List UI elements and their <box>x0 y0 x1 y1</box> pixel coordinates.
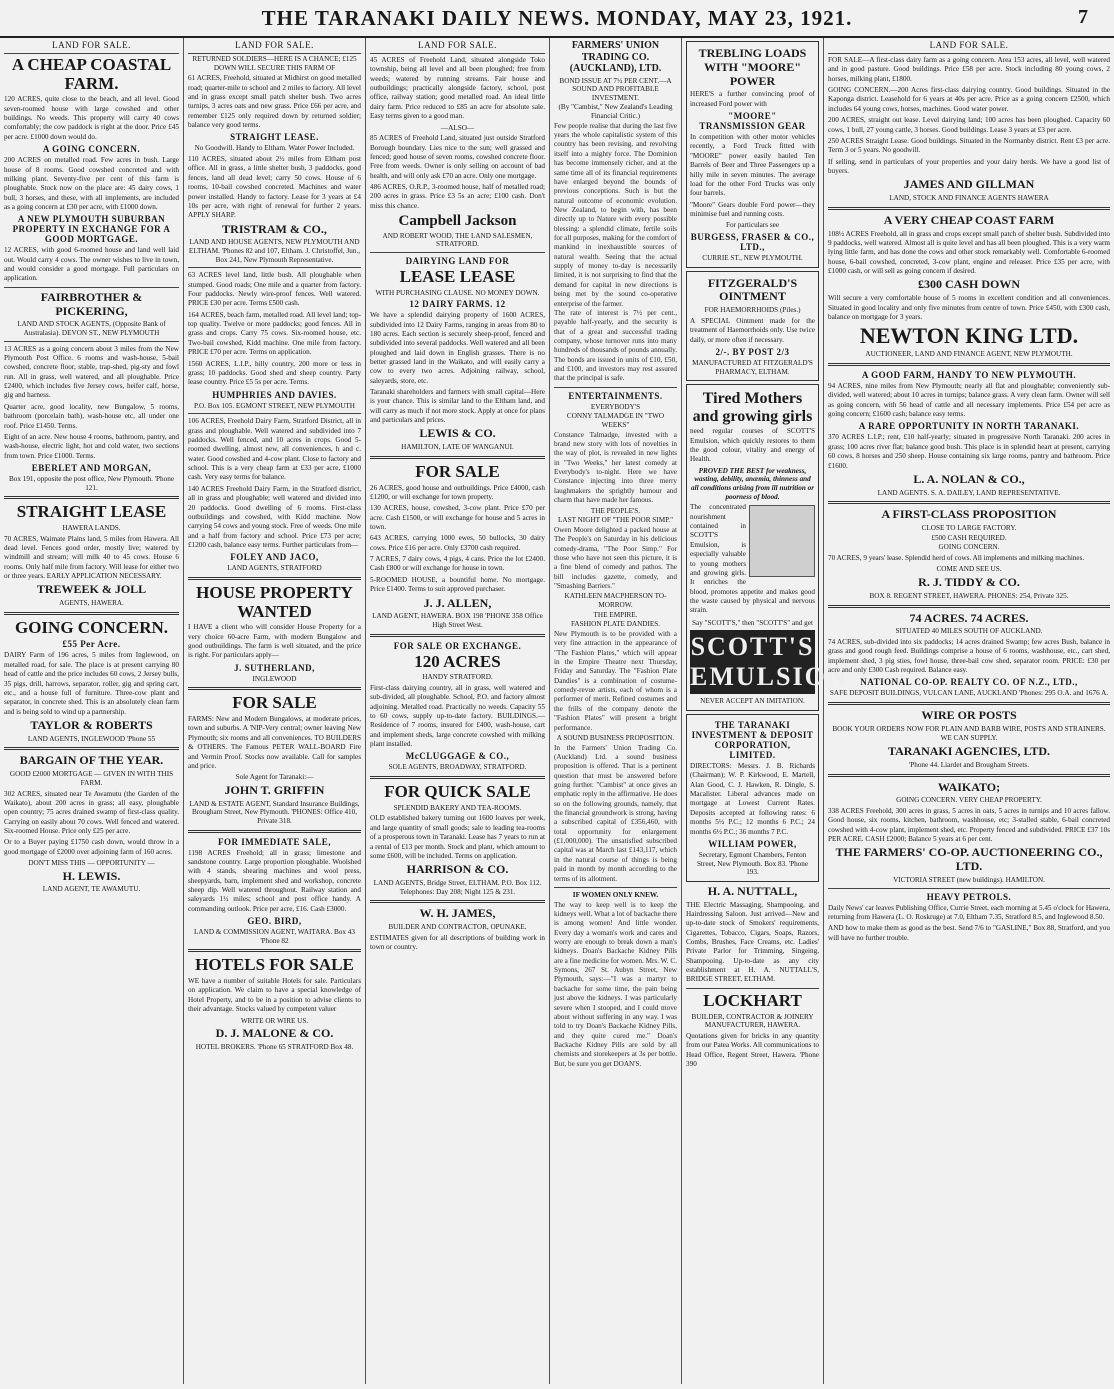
ad-body: 120 ACRES, quite close to the beach, and all level. Good seven-roomed house with large cowshed and other buildings. No weeds. This property will carry 40 cows comfortably; the cow paddock is right at the door. Price £45 per acre. £1000 down would do. <box>4 95 179 141</box>
section-header: LAND FOR SALE. <box>188 38 361 54</box>
ad-headline: LEASE LEASE <box>399 266 516 286</box>
ad-headline: BARGAIN OF THE YEAR. <box>19 753 164 768</box>
agent-details: CURRIE ST., NEW PLYMOUTH. <box>702 253 803 262</box>
ad-body: 61 ACRES, Freehold, situated at Midhirst on good metalled road; quarter-mile to school and 2 miles to factory. All level and in grass except small patch shelter bush. Two acres turnips, 3 acres oats and new grass. Price £66 per acre, and remember £125 only required down by returned soldier; balance very good terms. <box>188 74 361 130</box>
ad-subhead: WRITE OR WIRE US. <box>240 1016 309 1025</box>
agent-details: HOTEL BROKERS. 'Phone 65 STRATFORD Box 48. <box>195 1042 354 1051</box>
ad-headline: A GOOD FARM, HANDY TO NEW PLYMOUTH. <box>861 370 1077 381</box>
agent-details: LAND AGENTS. S. A. DAILEY, LAND REPRESENTATIVE. <box>877 488 1061 497</box>
agent-name: W. H. JAMES, <box>419 906 496 921</box>
fitzgerald-ointment-ad <box>686 271 819 382</box>
ad-body: 70 ACRES, Waimate Plains land, 5 miles from Hawera. All dead level. Fences good order, mostly live; watered by windmill and stream; will milk 40 to 45 cows. House 6 rooms. Only half mile from factory. Will lease for either two or three years. EARLY APPLICATION NECESSARY. <box>4 534 179 580</box>
ad-body: Taranaki shareholders and farmers with small capital—Here is your chance. This is similar land to the Eltham land, and will carry as much if not more stock. Apply at once for plans and particulars and prices. <box>370 388 545 425</box>
article-subhead: LAST NIGHT OF "THE POOR SIMP." <box>557 516 674 525</box>
ad-body: 486 ACRES, O.R.P., 3-roomed house, half of metalled road; 200 acres in grass. Price £3 5s an acre; £100 cash. Don't miss this chance. <box>370 182 545 210</box>
agent-name: NATIONAL CO-OP. REALTY CO. OF N.Z., LTD., <box>860 677 1078 688</box>
ad-body: Quarter acre, good locality, new Bungalow, 5 rooms, bathroom (porcelain bath), wash-house etc, all under one roof. Price £1450. Terms. <box>4 402 179 430</box>
ad-body: WE have a number of suitable Hotels for sale. Particulars on application. We claim to have a special knowledge of Hotel Property, and to be in a position to advise clients to their advantage. Stocks valued by competent valuer <box>188 977 361 1014</box>
agent-details: LAND AGENT, TE AWAMUTU. <box>42 885 141 894</box>
agent-details: LAND AGENTS, INGLEWOOD 'Phone 55 <box>27 734 156 743</box>
agent-details: LAND & COMMISSION AGENT, WAITARA. Box 43 'Phone 82 <box>194 928 355 945</box>
ad-body: 1198 ACRES Freehold; all in grass; limestone and sandstone country. Large proportion ploughable. Woolshed with 4 stands, shearing machines and wool press, sheepyards, barn, implement shed and workshop, concrete sheep dip. Well watered throughout. Railway station and saleyards 1½ miles; school and post office handy. A commanding outlook. Price per acre, £16. Cash £3000. <box>188 848 361 913</box>
agent-details: LAND AGENTS, STRATFORD <box>227 564 322 573</box>
article-body: Owen Moore delighted a packed house at The People's on Saturday in his delicious comedy-drama, "The Poor Simp." For those who have not seen this picture, it is a fine blend of comedy and pathos. The bill includes gazette, comedy, and "Smashing Barriers." <box>554 525 677 590</box>
ad-body: OLD established bakery turning out 1600 loaves per week, and large quantity of small goods; sale to leading tea-rooms of a prosperous town in Taranaki. Lease has 7 years to run at a rental of £13 per month. Stock and plant, which amount to some £600, will be included. Terms on application. <box>370 814 545 860</box>
agent-name: LOCKHART <box>703 990 802 1010</box>
investment-corp-ad <box>686 714 819 882</box>
article-body: The rate of interest is 7½ per cent., payable half-yearly, and the security is that of a great and successful trading company, whose turnover runs into many hundreds of thousands of pounds annually. The bonds are issued in units of £10, £50, and £100, and investors may rest assured that the principal is safe. <box>554 308 677 383</box>
agent-details: Box 191, opposite the post office, New Plymouth. 'Phone 121. <box>8 474 175 492</box>
ad-body: In competition with other motor vehicles recently, a Ford Truck fitted with "MOORE" power easily hauled Ten Barrels of Beer and Three Passengers up a hilly mile in seven minutes. The average load for the other Ford Trucks was only four barrels. <box>690 133 815 198</box>
ad-headline: A FIRST-CLASS PROPOSITION <box>881 507 1057 522</box>
masthead <box>0 0 1114 38</box>
ad-body: 74 ACRES, sub-divided into six paddocks; 14 acres drained Swamp; few acres Bush, balance in grass and good rough feed. Buildings comprise a house of 6 rooms, washhouse, etc., cart shed, implement shed, 3 pig sties, fowl house, three-bail cow shed, separator room. PRICE: £30 per acre and only £300 Cash required. Balance easy. <box>828 637 1110 675</box>
ad-body: Eight of an acre. New house 4 rooms, bathroom, pantry, and wash-house, electric light, hot and cold water, two sections from town. Price £1000. Terms. <box>4 432 179 460</box>
agent-name: HARRISON & CO. <box>406 862 509 877</box>
column-5 <box>682 38 848 1384</box>
ad-subhead: GOING CONCERN. VERY CHEAP PROPERTY. <box>896 796 1042 805</box>
article-subhead: FASHION PLATE DANDIES. <box>570 620 661 629</box>
ad-headline: FOR QUICK SALE <box>384 782 531 802</box>
article-headline: FARMERS' UNION TRADING CO. (AUCKLAND), LTD. <box>569 40 662 74</box>
agent-details: SAFE DEPOSIT BUILDINGS, VULCAN LANE, AUCKLAND 'Phones: 295 O.A. and 1676 A. <box>829 689 1109 698</box>
article-subhead: KATHLEEN MACPHERSON TO-MORROW. <box>564 592 667 609</box>
ad-body: GOING CONCERN.—200 Acres first-class dairying country. Good buildings. Situated in the Kaponga district. Leasehold for 6 years at 40s per acre. Price as a going concern £2500, which includes 64 young cows, horses, machines. Good water power. <box>828 86 1110 113</box>
ad-subhead: For particulars see <box>725 221 780 230</box>
agent-name: BURGESS, FRASER & CO., LTD., <box>690 231 815 252</box>
article-byline: (By "Cambist," New Zealand's Leading Financial Critic.) <box>558 103 673 121</box>
agent-details: Secretary, Egmont Chambers, Fenton Street, New Plymouth. Box 83. 'Phone 193. <box>696 850 809 877</box>
ad-headline: 74 ACRES. 74 ACRES. <box>909 610 1029 625</box>
article-body: Few people realise that during the last five years the whole capitalistic system of this country has been revising, and revolving itself into a mighty force. The Dominion has become immensely richer, and at the same time all of its financial requirements have enlarged beyond the bounds of previous conceptions. Such is but the natural outcome of economic evolution. New Zealand, to begin with, has been directly up to Nature with every possible blessing: a splendid climate, fertile soils for all purposes, making for the comfort of mankind in inexhaustible sources of natural wealth. Seeing that the actual supply of money to-day is necessarily limited, it is not surprising to find that the demand for capital in new directions is being met by the sound co-operative enterprise of the farmer. <box>554 121 677 308</box>
ad-body: 7 ACRES, 7 dairy cows, 4 pigs, 4 cans. Price the lot £2400. Cash £800 or will exchange for house in town. <box>370 555 545 573</box>
ad-headline: STRAIGHT LEASE. <box>230 132 319 143</box>
section-headline: ENTERTAINMENTS. <box>568 390 663 401</box>
ad-subhead: CLOSE TO LARGE FACTORY. <box>921 524 1017 533</box>
ad-headline: TREBLING LOADS WITH "MOORE" POWER <box>698 46 807 88</box>
column-4 <box>550 38 682 1384</box>
ad-body: 140 ACRES Freehold Dairy Farm, in the Stratford district, all in grass and ploughable; well watered and divided into 20 paddocks. Good dwelling of 6 rooms. First-class outbuildings and cowshed, with Kidd machine. Now carrying 54 cows and young stock. Free of weeds. One mile and a half from factory and school. Price £73 per acre; £1200 cash, balance easy terms. Further particulars from— <box>188 484 361 549</box>
ad-body: Or to a Buyer paying £1750 cash down, would throw in a good mortgage of £2000 over adjoining farm of 160 acres. <box>4 838 179 856</box>
column-3 <box>366 38 550 1384</box>
agent-name: WILLIAM POWER, <box>708 838 797 849</box>
agent-details: LAND AND HOUSE AGENTS, NEW PLYMOUTH AND ELTHAM. 'Phones 82 and 107, Eltham. J. Christoffel, Jun., Box 241, New Plymouth Representative. <box>188 238 361 264</box>
ad-body: 130 ACRES, house, cowshed, 3-cow plant. Price £70 per acre. Cash £1500, or will exchange for house and 5 acres in town. <box>370 504 545 532</box>
ad-body: 338 ACRES Freehold, 300 acres in grass, 5 acres in oats, 5 acres in turnips and 10 acres fallow. Good house, six rooms, kitchen, bathroom, washhouse, etc; 3-stalled stable, 6-bail concreted cowshed with 4-cow plant, implement shed, etc. Property fenced and subdivided. PRICE £37 10s PER ACRE. CASH £2000; Balance 5 years at 6 per cent. <box>828 806 1110 844</box>
article-subhead: EVERYBODY'S <box>590 402 641 411</box>
ad-subhead: No Goodwill. Handy to Eltham. Water Power Included. <box>194 144 355 153</box>
agent-details: LAND AND STOCK AGENTS, (Opposite Bank of Australasia). DEVON ST., NEW PLYMOUTH <box>17 320 166 337</box>
agent-name: H. LEWIS. <box>62 868 121 883</box>
ad-headline: HEAVY PETROLS. <box>926 891 1012 902</box>
page-number: 7 <box>1078 6 1088 28</box>
ad-price: 2/-. BY POST 2/3 <box>715 346 790 357</box>
article-body: The way to keep well is to keep the kidneys well. What a lot of backache there is among women! And little wonder. Every day a woman's work and cares and worry are enough to break down a man's kidneys. Doan's Backache Kidney Pills are a fine medicine for women. Mrs. W. C. Symons, 267 St. Aubyn Street, New Plymouth, says:—"I was a martyr to backache for some time, the pain being just above the kidneys. I was particularly severe when I stooped, and I could move about without suffering in any way. I was told to try Doan's Backache Kidney Pills, and they quite cured me." Doan's Backache Kidney Pills are sold by all chemists and storekeepers at 3s per bottle. But, be sure you get DOAN'S. <box>554 900 677 1068</box>
ad-headline: HOTELS FOR SALE <box>195 955 354 975</box>
ad-body: Daily News' car leaves Publishing Office, Currie Street, each morning at 5.45 o'clock for Hawera, returning from Hawera (L. O. Roskruge) at 7.0, Eltham 7.35, Stratford 8.5, and Inglewood 8.50. <box>828 903 1110 922</box>
ad-headline: THE TARANAKI INVESTMENT & DEPOSIT CORPORATION, LIMITED. <box>691 720 814 760</box>
ad-body: ESTIMATES given for all descriptions of building work in town or country. <box>370 933 545 952</box>
agent-details: BOX 8. REGENT STREET, HAWERA. PHONES: 254, Private 325. <box>869 591 1069 600</box>
agent-name: FAIRBROTHER & PICKERING, <box>40 289 143 318</box>
ad-headline: FOR SALE <box>415 461 500 481</box>
agent-details: INGLEWOOD <box>252 674 297 683</box>
ad-subhead: Say "SCOTT'S," then "SCOTT'S" and get <box>692 618 813 627</box>
ad-subhead: SITUATED 40 MILES SOUTH OF AUCKLAND. <box>895 627 1043 636</box>
ad-body: If selling, send in particulars of your properties and your dairy herds. We have a good list of buyers. <box>828 157 1110 175</box>
ad-headline: A VERY CHEAP COAST FARM <box>883 212 1055 227</box>
agent-name: H. A. NUTTALL, <box>707 883 798 898</box>
agent-details: VICTORIA STREET (new buildings). HAMILTON. <box>893 876 1045 885</box>
ad-body: 108½ ACRES Freehold, all in grass and crops except small patch of shelter bush. Subdivided into 9 paddocks, well watered. Almost all is quite level and has all been ploughed. This is a very warm lying little farm, and has done the cows and other stock remarkably well. Comfortable 6-roomed house, 6-bail cowshed, concreted, 3-cow plant, engine and releaser. Price £35 per acre, with £1000 cash, or will sell as going concern if desired. <box>828 229 1110 275</box>
ad-headline: Tired Mothers and growing girls <box>692 390 813 425</box>
ad-body: We have a splendid dairying property of 1600 ACRES, subdivided into 12 Dairy Farms, ranging in areas from 80 to 180 acres. Each section is securely sheep-proof, fenced and subdivided into several paddocks. Well watered and all been ploughed and laid down in English grasses. There is no better grassed land in the Waikato, and will easily carry a cow to every two acres. Adjoining railway, school, saleyards, store, etc. <box>370 311 545 385</box>
ad-subhead: COME AND SEE US. <box>936 565 1002 574</box>
ad-body: FARMS: New and Modern Bungalows, at moderate prices, town and suburbs. A 'NIP-Very central; owner leaving New Plymouth; six rooms and all conveniences. TO BUILDERS & OTHERS. The Famous PETER WALL-BOARD Fire and Vermin Proof. Stocks now available. Call for samples and price. <box>188 715 361 770</box>
ad-body: 200 ACRES, straight out lease. Level dairying land; 100 acres has been ploughed. Capacity 60 cows, 1 bull, 27 young cattle, 3 horses. Good buildings. Lease 3 years at £3 per acre. <box>828 116 1110 134</box>
ad-body: 26 ACRES, good house and outbuildings. Price £4000, cash £1200, or will exchange for town property. <box>370 483 545 501</box>
ad-body: Will secure a very comfortable house of 5 rooms in excellent condition and all conveniences. Situated in good locality and only five minutes from centre of town. Price £450, with £300 cash, balance on mortgage for 3 years. <box>828 294 1110 321</box>
ad-subhead: SPLENDID BAKERY AND TEA-ROOMS. <box>393 803 522 812</box>
scotts-emulsion-ad <box>686 384 848 711</box>
agent-name: TARANAKI AGENCIES, LTD. <box>887 744 1051 759</box>
ad-body: 110 ACRES, situated about 2½ miles from Eltham post office. All in grass, a little shelter bush, 3 paddocks, good fences, land all dead level; carry 50 cows. House of 6 rooms, 10-bail cowshed concreted. Machines and water power installed. Handy to factory. Lease for 3 years at £4 10s per acre, with right of renewal for further 2 years. APPLY SHARP. <box>188 155 361 220</box>
ad-body: The concentrated nourishment contained in SCOTT'S Emulsion, is especially valuable to young mothers and growing girls. It enriches the blood, promotes appetite and makes good the waste caused by physical and nervous strain. <box>690 503 815 615</box>
agent-name: LEWIS & CO. <box>419 426 496 441</box>
agent-details: SOLE AGENTS, BROADWAY, STRATFORD. <box>388 763 527 772</box>
ad-body: A SPECIAL Ointment made for the treatment of Haemorrhoids only. Use twice daily, or more often if necessary. <box>690 316 815 344</box>
agent-name: Campbell Jackson <box>398 213 517 230</box>
agent-name: JOHN T. GRIFFIN <box>224 782 325 797</box>
ad-body: 164 ACRES, beach farm, metalled road. All level land; top-top quality. Twelve or more paddocks; good fences. All in grass and crops. Carry 75 cows. Six-roomed house, etc. Two-bail cowshed, Kidd machine. One mile from factory. PRICE £70 per acre. Terms on application. <box>188 310 361 357</box>
agent-name: JAMES AND GILLMAN <box>903 177 1035 192</box>
agent-name: D. J. MALONE & CO. <box>215 1026 334 1041</box>
section-header: LAND FOR SALE. <box>370 38 545 54</box>
article-subhead: BOND ISSUE AT 7½ PER CENT.—A SOUND AND PROFITABLE INVESTMENT. <box>559 76 672 102</box>
agent-name: HUMPHRIES AND DAVIES. <box>212 389 337 400</box>
ad-headline: "MOORE" TRANSMISSION GEAR <box>699 111 806 132</box>
scotts-fisherman-illustration <box>749 505 815 577</box>
column-6 <box>824 38 1114 1384</box>
agent-details: AND ROBERT WOOD, THE LAND SALESMEN, STRATFORD. <box>382 231 533 249</box>
column-2 <box>184 38 366 1384</box>
section-header: LAND FOR SALE. <box>828 38 1110 54</box>
ad-subhead: RETURNED SOLDIERS—HERE IS A CHANCE; £125 DOWN WILL SECURE THIS FARM OF <box>192 55 357 72</box>
ad-body: 13 ACRES as a going concern about 3 miles from the New Plymouth Post Office. 6 rooms and wash-house, 5-bail cowshed, concrete floor, stable, trap-shed, pig-sty and fowl run. All in grass, well watered, and all ploughable. Price £2400, which includes five Jersey cows, heifer calf, horse, gig and harness. <box>4 344 179 400</box>
agent-details: AGENTS, HAWERA. <box>59 599 124 608</box>
ad-subhead: WITH PURCHASING CLAUSE. NO MONEY DOWN. <box>375 288 540 297</box>
ad-subhead: HAWERA LANDS. <box>62 523 121 532</box>
ad-body: 94 ACRES, nine miles from New Plymouth; nearly all flat and ploughable; conveniently sub-divided, well watered; about 10 acres in turnips; balance grass. A very clean farm. Owner will sell as going concern, with 56 head of cattle and all necessary implements. Price £54 per acre as going concern; £1600 cash; balance easy terms. <box>828 382 1110 419</box>
masthead-title: THE TARANAKI DAILY NEWS. MONDAY, MAY 23, 1921. <box>261 6 853 30</box>
article-subhead: CONNY TALMADGE IN "TWO WEEKS" <box>566 412 665 430</box>
agent-name: EBERLET AND MORGAN, <box>31 462 152 473</box>
ad-subhead: PROVED THE BEST for weakness, wasting, debility, anæmia, thinness and all conditions arising from ill nutrition or poorness of blood. <box>690 466 815 501</box>
ad-headline: A NEW PLYMOUTH SUBURBAN PROPERTY IN EXCHANGE FOR A GOOD MORTGAGE. <box>12 214 171 245</box>
ad-headline: FOR IMMEDIATE SALE, <box>217 836 332 847</box>
ad-subhead: HANDY STRATFORD. <box>422 673 493 682</box>
agent-details: BUILDER, CONTRACTOR & JOINERY MANUFACTURER, HAWERA. <box>691 1012 814 1030</box>
ad-subhead: FOR HAEMORRHOIDS (Piles.) <box>704 306 801 315</box>
agent-name: R. J. TIDDY & CO. <box>918 575 1020 590</box>
agent-details: 'Phone 44. Liardet and Brougham Streets. <box>908 760 1030 769</box>
agent-name: GEO. BIRD, <box>247 916 302 927</box>
ad-headline: A RARE OPPORTUNITY IN NORTH TARANAKI. <box>858 421 1080 432</box>
agent-details: LAND & ESTATE AGENT, Standard Insurance Buildings, Brougham Street, New Plymouth. 'PHONES: Office 410, Private 318. <box>189 799 360 825</box>
ad-subhead: 12 DAIRY FARMS. 12 <box>409 299 506 310</box>
agent-details: LAND AGENT, HAWERA. BOX 198 'PHONE 358 Office High Street West. <box>372 612 543 629</box>
ad-headline: GOING CONCERN. <box>14 617 168 637</box>
moore-power-ad <box>686 41 819 268</box>
agent-name: McCLUGGAGE & CO., <box>405 751 510 762</box>
ad-body: 85 ACRES of Freehold Land, situated just outside Stratford Borough boundary. Lies nice to the sun; well grassed and fenced; good house of seven rooms, cowshed concrete floor. Free from weeds. Owner is only selling on account of bad health, and will only ask £70 an acre. Only one mortgage. <box>370 134 545 180</box>
ad-body: 63 ACRES level land, little bush. All ploughable when stumped. Good roads; One mile and a quarter from factory. Four paddocks. Newly wire-proof fences. Well watered. PRICE £30 per acre. Terms £500 cash. <box>188 271 361 308</box>
ad-headline: HOUSE PROPERTY WANTED <box>196 582 353 621</box>
ad-body: 5-ROOMED HOUSE, a bountiful home. No mortgage. Price £1400. Terms to suit approved purchaser. <box>370 575 545 594</box>
agent-name: L. A. NOLAN & CO., <box>913 471 1025 486</box>
ad-body: Quotations given for bricks in any quantity from our Patea Works. All communications to Head Office, Regent Street, Hawera. 'Phone 390 <box>686 1031 819 1068</box>
ad-body: need regular courses of SCOTT'S Emulsion, which quickly restores to them the good colour, vitality and energy of Health. <box>690 427 815 464</box>
ad-body: 45 ACRES of Freehold Land, situated alongside Toko township, being all level and all been ploughed; free from weeds; watered by running streams. Fair house and outbuildings; practically alongside factory, school, post office, railway station; good metalled road. An ideal little dairy farm. Price reduced to £85 an acre for absolute sale. Easy terms given to a good man. <box>370 56 545 121</box>
agent-details: HAMILTON, LATE OF WANGANUI. <box>401 443 514 452</box>
ad-body: 250 ACRES Straight Lease. Good buildings. Situated in the Normanby district. Rent £3 per acre. Term 3 or 5 years. No goodwill. <box>828 136 1110 155</box>
ad-body: 302 ACRES, situated near Te Awamutu (the Garden of the Waikato), about 200 acres in grass; all easy, ploughable open country; 75 acres drained swamp of first-class quality. Carrying on easily about 70 cows. Well fenced and watered. Six-roomed House. Price only £25 per acre. <box>4 789 179 835</box>
ad-body: 370 ACRES L.I.P.; rent, £10 half-yearly; situated in progressive North Taranaki. 200 acres in grass; 100 acres river flat; balance good bush. This place is in splendid heart at present, carrying 60 cows, 8 horses and 250 sheep. House containing six large rooms, pantry and bathroom. Price £1600. <box>828 433 1110 470</box>
agent-name: TAYLOR & ROBERTS <box>30 718 153 732</box>
ad-headline: STRAIGHT LEASE <box>16 502 167 522</box>
ad-subhead: Sole Agent for Taranaki:— <box>235 773 314 782</box>
agent-name: THE FARMERS' CO-OP. AUCTIONEERING CO., LTD. <box>835 845 1103 874</box>
ad-body: I HAVE a client who will consider House Property for a very choice 60-acre Farm, with modern Bungalow and good outbuildings. The farm is well situated, and the price is right. For particulars apply— <box>188 623 361 660</box>
ad-headline: FOR SALE <box>232 693 317 713</box>
ad-subhead: DON'T MISS THIS — OPPORTUNITY — <box>28 859 155 868</box>
ad-body: 1560 ACRES, L.I.P., hilly country, 200 more or less in grass; 10 paddocks. Good shed and sheep country. Party lease country. Price £5 5s per acre. Terms. <box>188 359 361 387</box>
scotts-logo: SCOTT'S EMULSION <box>690 630 815 694</box>
ad-subhead: WE CAN SUPPLY. <box>940 734 998 743</box>
ad-headline: FOR SALE OR EXCHANGE. <box>393 640 522 651</box>
ad-body: 12 ACRES, with good 6-roomed house and land well laid out. Would carry 4 cows. The owner wishes to live in town, and would consider a good mortgage. Full particulars on application. <box>4 246 179 283</box>
ad-subhead: GOING CONCERN. <box>938 543 1000 552</box>
agent-name: NEWTON KING LTD. <box>859 323 1079 349</box>
article-subhead: THE PEOPLE'S. <box>590 506 641 515</box>
ad-body: "Moore" Gears double Ford power—they minimise fuel and running costs. <box>690 200 815 218</box>
article-body: Constance Talmadge, invested with a brand new story with lots of novelties in the way of plot, is revealed in new lights in "Two Weeks," her latest comedy at Everybody's to-night. Here we have Constance injecting into three merry laughmakers the sprightly humour and charm that have made her famous. <box>554 430 677 505</box>
ad-price: £55 Per Acre. <box>62 639 121 650</box>
article-subhead: A SOUND BUSINESS PROPOSITION. <box>556 733 675 742</box>
agent-name: FOLEY AND JACO, <box>230 552 319 563</box>
article-body: New Plymouth is to be provided with a very fine attraction in the appearance of "The Fashion Plates," which will appear in the Empire Theatre next Thursday, Friday and Saturday. The "Fashion Plate Dandies" is a combination of costume-comedy-revue artists, each of whom is a performer of merit. Refined costumes and the frills of the company denote the "Fashion Plates" will present a bright performance. <box>554 629 677 732</box>
agent-details: LAND, STOCK AND FINANCE AGENTS HAWERA <box>889 194 1049 203</box>
ad-body: 643 ACRES, carrying 1000 ewes, 50 bullocks, 30 dairy cows. Price £16 per acre. Only £3700 cash required. <box>370 534 545 552</box>
agent-details: LAND AGENTS, Bridge Street, ELTHAM. P.O. Box 112. Telephones: Day 208; Night 125 & 231. <box>373 879 542 896</box>
ad-headline: A GOING CONCERN. <box>42 144 141 155</box>
ad-body: HERE'S a further convincing proof of increased Ford power with <box>690 90 815 108</box>
agent-name: TRISTRAM & CO., <box>222 221 327 236</box>
ad-headline: A CHEAP COASTAL FARM. <box>11 55 172 93</box>
agent-details: P.O. Box 105. EGMONT STREET, NEW PLYMOUTH <box>194 401 355 410</box>
ad-body: First-class dairying country, all in grass, well watered and sub-divided, all ploughable. School, P.O. and factory almost adjoining. Metalled road. Practically no weeds. Capacity 55 to 60 cows, supply up-to-date factory. BUILDINGS.—Residence of 7 rooms, insured for £400, wash-house, cart and implement sheds, large concrete cowshed with milking plant installed. <box>370 683 545 749</box>
ad-subhead: £500 CASH REQUIRED. <box>931 533 1007 542</box>
ad-subhead: BOOK YOUR ORDERS NOW FOR PLAIN AND BARB WIRE, POSTS AND STRAINERS. <box>832 724 1106 733</box>
ad-headline: WIRE OR POSTS <box>921 708 1017 723</box>
ad-body: FOR SALE—A first-class dairy farm as a going concern. Area 153 acres, all level, well watered and in good pasture. Good buildings. Price £58 per acre. Stock including 80 young cows, 2 horses, milking plant, £1800. <box>828 56 1110 83</box>
ad-headline: 120 ACRES <box>414 651 501 671</box>
agent-name: J. SUTHERLAND, <box>234 662 315 673</box>
ad-headline: WAIKATO; <box>937 779 1001 794</box>
ad-body: AND how to make them as good as the best. Send 7/6 to "GASLINE," Box 88, Stratford, and you will have no further trouble. <box>828 924 1110 942</box>
ad-body: THE Electric Massaging, Shampooing, and Hairdressing Saloon. Just arrived—New and up-to-date stock of Smokers' requirements, Cigarettes, Tobacco, Cigars, Soaps, Razors, Combs, Brushes, Face Creams, etc. Ladies' Private Parlor for Trimming, Singeing, Shampooing. Up-to-date as any city establishment at H. A. NUTTALL'S, BRIDGE STREET, ELTHAM. <box>686 900 819 984</box>
agent-details: MANUFACTURED AT FITZGERALD'S PHARMACY, ELTHAM. <box>692 358 813 376</box>
agent-details: BUILDER AND CONTRACTOR, OPUNAKE. <box>388 923 527 932</box>
ad-body: 200 ACRES on metalled road. Few acres in bush. Large house of 8 rooms. Good cowshed concreted and with milking plant. Seventy-five per cent of this farm is ploughable. Stock now on the place are: 45 dairy cows, 1 bull, 3 horses, and these, with all implements, are included as a going concern at £30 per acre, with £1000 down. <box>4 156 179 211</box>
ad-body: DIRECTORS: Messrs. J. B. Richards (Chairman); W. P. Kirkwood, E. Martell, Alan Good, C. J. Hawken, R. Dingle, S. Macalister. Liberal advances made on mortgage at Lowest Current Rates. Deposits accepted at following rates: 6 months 5½ P.C.; 12 months 6 P.C.; 24 months 6½ P.C.; 36 months 7 P.C. <box>690 762 815 836</box>
agent-name: TREWEEK & JOLL <box>36 582 147 597</box>
ad-headline: DAIRYING LAND FOR <box>405 255 510 266</box>
article-subhead: IF WOMEN ONLY KNEW. <box>572 890 659 899</box>
ad-headline: £300 CASH DOWN <box>917 277 1020 292</box>
ad-body: 70 ACRES, 9 years' lease. Splendid herd of cows. All implements and milking machines. <box>828 554 1085 563</box>
ad-body: 106 ACRES, Freehold Dairy Farm, Stratford District, all in grass and ploughable. Well watered and subdivided into 7 paddocks. Well fenced, and 10 acres in crops. Good 5-roomed dwelling, almost new, all conveniences, h and c. water. Good cowshed and 4-cow plant. Close to factory and school. This is a very cheap farm at £33 per acre, £1000 cash. Very easy terms for balance. <box>188 417 361 482</box>
agent-details: AUCTIONEER, LAND AND FINANCE AGENT, NEW PLYMOUTH. <box>865 350 1073 359</box>
column-1 <box>0 38 184 1384</box>
ad-headline: FITZGERALD'S OINTMENT <box>707 275 798 304</box>
ad-subhead: GOOD £2000 MORTGAGE — GIVEN IN WITH THIS FARM. <box>9 770 174 787</box>
ad-subhead: NEVER ACCEPT AN IMITATION. <box>700 697 805 706</box>
section-header: LAND FOR SALE. <box>4 38 179 54</box>
agent-name: J. J. ALLEN, <box>423 595 492 610</box>
ad-subhead: —ALSO— <box>440 123 475 132</box>
article-body: In the Farmers' Union Trading Co. (Auckland) Ltd. a sound business proposition is offered. That is a pertinent question that must be answered before going further. "Cambist" at once gives an emphatic reply in the affirmative. He does so on the following grounds, namely, that the financial groundwork is strong, having a subscribed capital of £356,460, with total opportunity for enlargement (£1,000,000). The unsatisfied subscribed capital was at March last £143,117, which in the natural course of things is being paid in month by month according to the terms of its allotment. <box>554 743 677 883</box>
ad-body: DAIRY Farm of 196 acres, 5 miles from Inglewood, on metalled road, for sale. The place is at present carrying 80 head of cattle and the price includes 60 cows, 2 Jersey bulls, 35 pigs, drill, harrows, separator, roller, gig and spring cart, etc., and a house full of furniture. Three-cow plant and separator, in concrete shed. This is an absolutely clean farm and is being sold to wind up a partnership. <box>4 651 179 716</box>
article-subhead: THE EMPIRE. <box>593 610 638 619</box>
